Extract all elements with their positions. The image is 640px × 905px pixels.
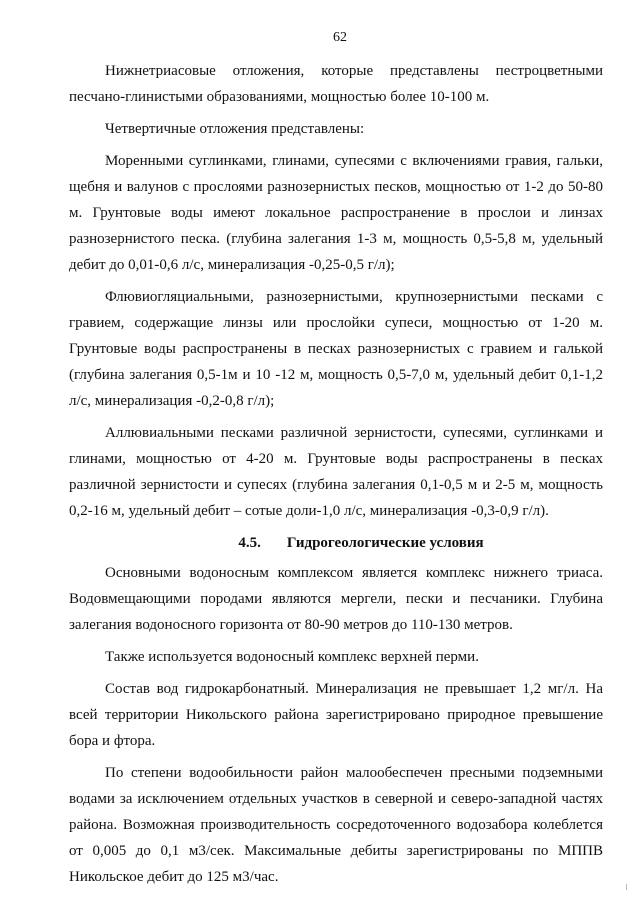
section-number: 4.5. <box>238 535 261 551</box>
paragraph-fluvioglacial: Флювиогляциальными, разнозернистыми, крупнозернистыми песками с гравием, содержащие линзы или прослойки супеси, мощностью от 1-20 м. Грунтовые воды распространены в песках разнозернистых с гравием и галькой (глубина залегания 0,5-1м и 10 -12 м, мощность 0,5-7,0 м, удельный дебит 0,1-1,2 л/с, минерализация -0,2-0,8 г/л); <box>69 289 603 409</box>
paragraph-water-availability: По степени водообильности район малообеспечен пресными подземными водами за исключением отдельных участков в северной и северо-западной частях района. Возможная производительность сосредоточенного водозабора колеблется от 0,005 до 0,1 м3/сек. Максимальные дебиты зарегистрированы по МППВ Никольское дебит до 125 м3/час. <box>69 765 603 885</box>
paragraph-main-aquifer: Основными водоносным комплексом является комплекс нижнего триаса. Водовмещающими породами являются мергели, пески и песчаники. Глубина залегания водоносного горизонта от 80-90 метров до 110-130 метров. <box>69 565 603 633</box>
paragraph-moraine: Моренными суглинками, глинами, супесями с включениями гравия, гальки, щебня и валунов с прослоями разнозернистых песков, мощностью от 1-2 до 50-80 м. Грунтовые воды имеют локальное распространение в прослои и линзах разнозернистого песка. (глубина залегания 1-3 м, мощность 0,5-5,8 м, удельный дебит до 0,01-0,6 л/с, минерализация -0,25-0,5 г/л); <box>69 153 603 273</box>
section-title: Гидрогеологические условия <box>286 535 484 551</box>
paragraph-upper-permian: Также используется водоносный комплекс верхней перми. <box>105 649 479 665</box>
section-heading <box>69 530 603 556</box>
paragraph-water-composition: Состав вод гидрокарбонатный. Минерализация не превышает 1,2 мг/л. На всей территории Никольского района зарегистрировано природное превышение бора и фтора. <box>69 681 603 749</box>
scan-mark <box>626 884 627 890</box>
page-number: 62 <box>333 30 347 45</box>
paragraph-lower-triassic: Нижнетриасовые отложения, которые представлены пестроцветными песчано-глинистыми образованиями, мощностью более 10-100 м. <box>69 63 603 105</box>
paragraph-quaternary-intro: Четвертичные отложения представлены: <box>105 121 365 137</box>
paragraph-alluvial: Аллювиальными песками различной зернистости, супесями, суглинками и глинами, мощностью от 4-20 м. Грунтовые воды распространены в песках различной зернистости и супесях (глубина залегания 0,1-0,5 м и 2-5 м, мощность 0,2-16 м, удельный дебит – сотые доли-1,0 л/с, минерализация -0,3-0,9 г/л). <box>69 425 603 519</box>
document-body <box>69 58 603 896</box>
